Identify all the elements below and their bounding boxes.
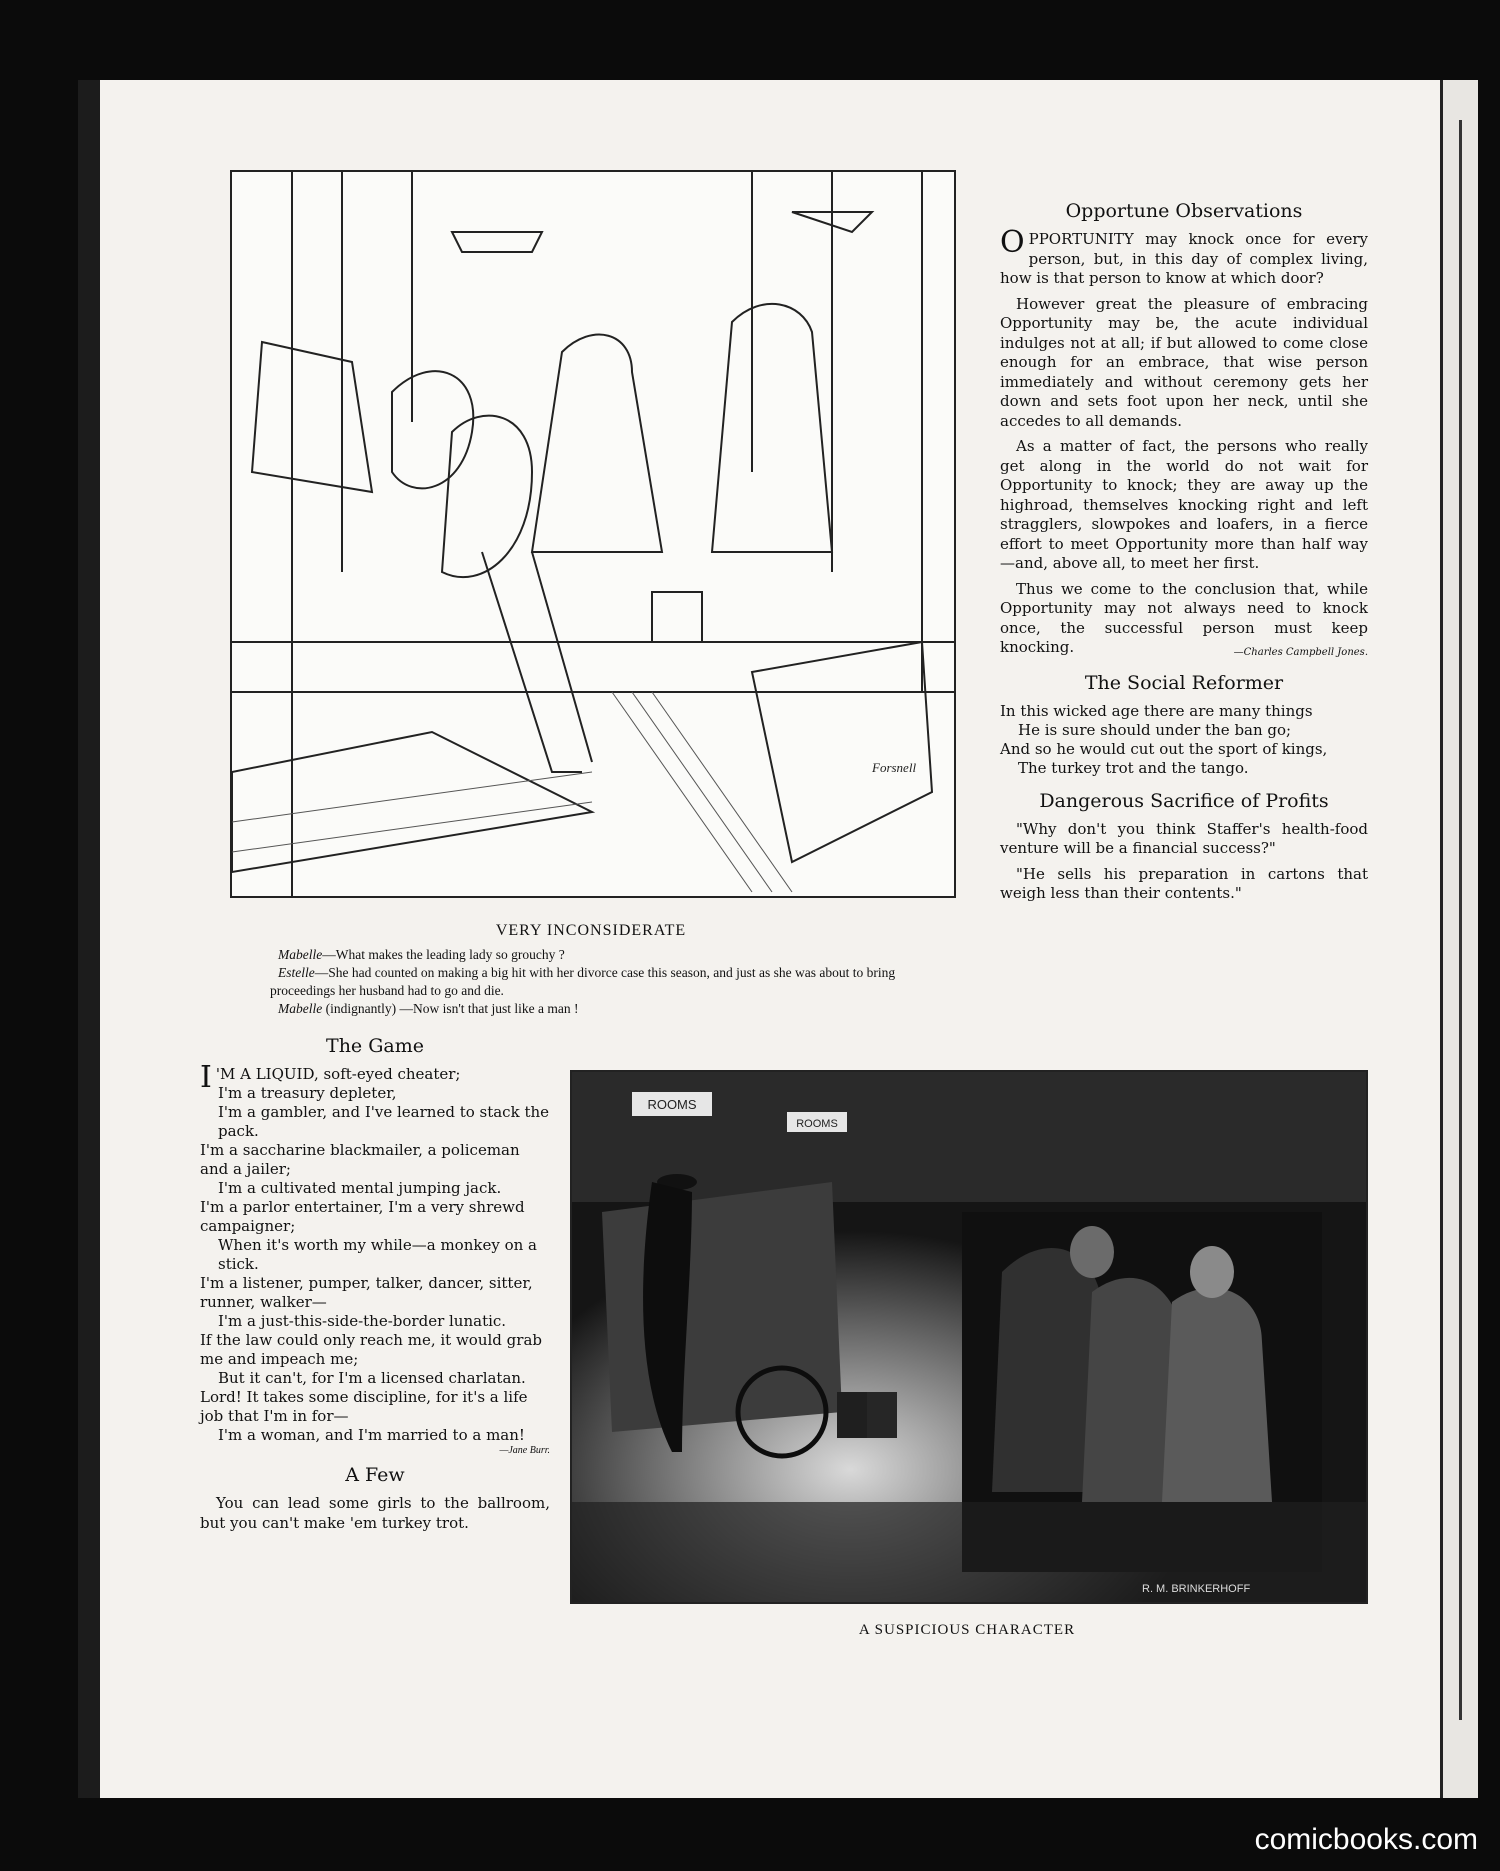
dangerous-heading: Dangerous Sacrifice of Profits	[1039, 789, 1329, 812]
very-inconsiderate-illustration	[230, 170, 956, 898]
opportune-byline: —Charles Campbell Jones.	[1233, 647, 1368, 658]
opportune-paragraph-1: OPPORTUNITY may knock once for every person, but, in this day of complex living, how is that person to know at which door?	[1000, 225, 1368, 287]
illustration-title: VERY INCONSIDERATE	[495, 922, 687, 939]
street-night-drawing	[572, 1072, 1366, 1602]
dangerous-paragraph-1: "Why don't you think Staffer's health-food venture will be a financial success?"	[1000, 819, 1368, 857]
suspicious-character-illustration	[570, 1070, 1368, 1604]
game-heading: The Game	[326, 1035, 424, 1057]
dialogue-line-3: (indignantly) —Now isn't that just like a man !	[322, 1001, 579, 1016]
rooms-sign-2-text: ROOMS	[796, 1118, 838, 1130]
page-left-edge	[78, 80, 100, 1798]
dropcap-o: O	[1000, 225, 1025, 260]
few-text: You can lead some girls to the ballroom, but you can't make 'em turkey trot.	[200, 1494, 550, 1532]
game-verse: I 'M A LIQUID, soft-eyed cheater; I'm a treasury depleter, I'm a gambler, and I've learned to stack the pack. I'm a saccharine blackmailer, a policeman and a jailer; I'm a cultivated mental jumping jack. I'm a parlor entertainer, I'm a very shrewd campaigner; When it's worth my while—a monkey on a stick. I'm a listener, pumper, talker, dancer, sitter, runner, walker— I'm a just-this-side-the-border lunatic. If the law could only reach me, it would grab me and impeach me; But it can't, for I'm a licensed charlatan. Lord! It takes some discipline, for it's a life job that I'm in for— I'm a woman, and I'm married to a man!	[200, 1060, 550, 1444]
few-heading: A Few	[345, 1464, 405, 1486]
magazine-page	[100, 80, 1450, 1798]
opportune-paragraph-4: Thus we come to the conclusion that, while Opportunity may not always need to knock once, the successful person must keep knocking. —Charles Campbell Jones.	[1000, 580, 1368, 658]
watermark: comicbooks.com	[1254, 1823, 1478, 1856]
dropcap-i: I	[200, 1060, 212, 1095]
speaker-estelle: Estelle	[278, 965, 315, 980]
opportune-heading: Opportune Observations	[1065, 200, 1303, 222]
page-gutter	[1440, 80, 1478, 1798]
speaker-mabelle-2: Mabelle	[278, 1001, 323, 1016]
left-column	[200, 1035, 550, 1539]
rooms-sign-1-text: ROOMS	[647, 1097, 697, 1112]
right-column	[1000, 200, 1368, 910]
reformer-heading: The Social Reformer	[1084, 671, 1284, 694]
opportune-paragraph-3: As a matter of fact, the persons who really get along in the world do not wait for Opportunity to knock; they are away up the highroad, themselves knocking right and left stragglers, slowpokes and loafers, in a fierce effort to meet Opportunity more than half way—and, above all, to meet her first.	[1000, 437, 1368, 572]
suspicious-caption: A SUSPICIOUS CHARACTER	[858, 1622, 1076, 1638]
illustration-dialogue	[270, 946, 960, 1018]
dangerous-paragraph-2: "He sells his preparation in cartons that weigh less than their contents."	[1000, 864, 1368, 902]
dialogue-line-2: —She had counted on making a big hit with her divorce case this season, and just as she was about to bring proceedings her husband had to go and die.	[270, 965, 896, 998]
illustration-2-signature: R. M. BRINKERHOFF	[1142, 1583, 1251, 1595]
dialogue-line-1: —What makes the leading lady so grouchy ?	[322, 947, 565, 962]
backstage-drawing	[232, 172, 954, 896]
spine-line	[1459, 120, 1462, 1720]
speaker-mabelle: Mabelle	[278, 947, 323, 962]
illustration-signature: Forsnell	[872, 760, 917, 775]
reformer-verse: In this wicked age there are many things He is sure should under the ban go; And so he would cut out the sport of kings, The turkey trot and the tango.	[1000, 701, 1328, 777]
game-byline: —Jane Burr.	[499, 1445, 550, 1456]
opportune-paragraph-2: However great the pleasure of embracing Opportunity may be, the acute individual indulges not at all; if but allowed to come close enough for an embrace, that wise person immediately and without ceremony gets her down and sets foot upon her neck, until she accedes to all demands.	[1000, 294, 1368, 430]
